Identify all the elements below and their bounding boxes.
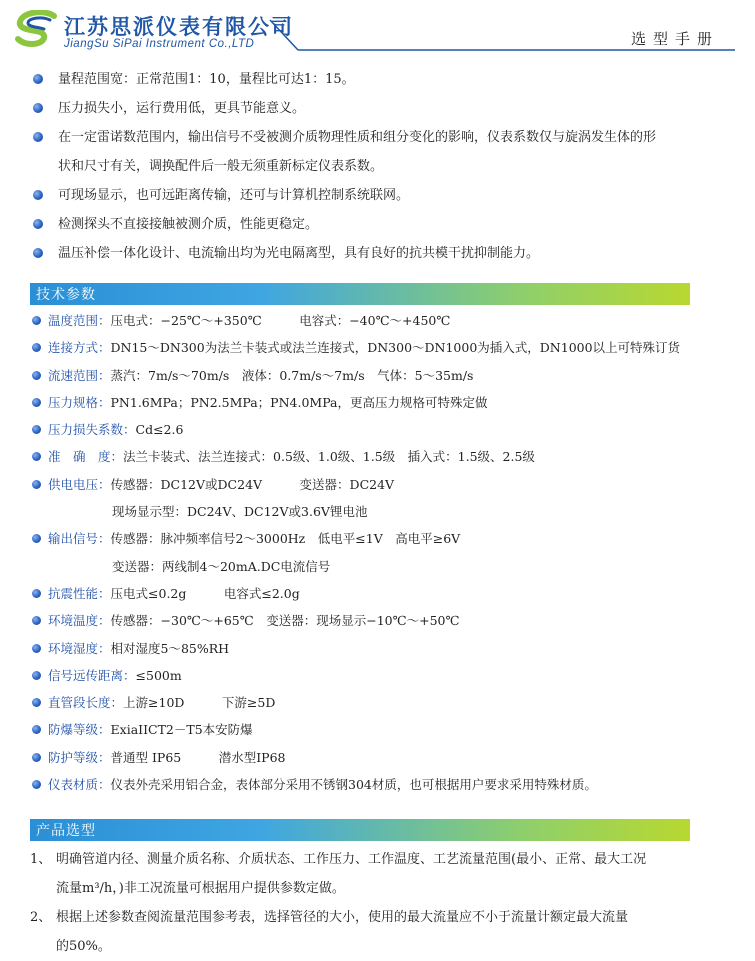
spec-row [30,771,730,798]
spec-value: 蒸汽：7m/s～70m/s 液体：0.7m/s～7m/s 气体：5～35m/s [110,367,474,383]
section-header-tech [30,283,690,305]
spec-value: 相对湿度5～85%RH [110,640,230,656]
spec-row [30,635,730,662]
spec-value: 普通型 IP65 潜水型IP68 [110,749,286,765]
spec-label: 抗震性能： [48,585,111,601]
spec-row [30,307,730,334]
item-text-continuation: 流量m³/h，)非工况流量可根据用户提供参数定做。 [56,881,345,896]
spec-row [30,334,730,361]
spec-row [30,362,730,389]
spec-row [30,744,730,771]
spec-row [30,716,730,743]
bullet-icon [32,753,41,762]
bullet-icon [32,616,41,625]
spec-label: 直管段长度： [48,695,124,711]
spec-value: 变送器：两线制4～20mA.DC电流信号 [112,558,331,574]
spec-row [30,607,730,634]
spec-row [30,580,730,607]
spec-list [30,307,730,798]
bullet-icon [32,671,41,680]
spec-value: 现场显示型：DC24V、DC12V或3.6V锂电池 [112,504,368,520]
bullet-icon [33,219,43,229]
spec-value: 压电式≤0.2g 电容式≤2.0g [110,585,300,601]
spec-label: 流速范围： [48,367,111,383]
bullet-icon [33,190,43,200]
spec-label: 温度范围： [48,313,111,328]
bullet-icon [32,589,41,598]
spec-value: DN15～DN300为法兰卡装式或法兰连接式，DN300～DN1000为插入式，DN1000以上可特殊订货 [110,340,681,356]
spec-label: 压力损失系数： [48,422,136,438]
spec-value: ExiaIICT2－T5本安防爆 [110,722,253,738]
bullet-icon [33,248,43,258]
feature-list [30,65,725,268]
selection-list [30,845,725,961]
spec-label: 环境湿度： [48,640,111,656]
item-text: 根据上述参数查阅流量范围参考表，选择管径的大小，使用的最大流量应不小于流量计额定最大流量 [56,910,629,925]
spec-label: 仪表材质： [48,777,111,793]
item-number: 2、 [30,910,52,925]
spec-row [30,689,730,716]
bullet-icon [32,343,41,352]
spec-row [30,389,730,416]
bullet-icon [32,371,41,380]
spec-label: 输出信号： [48,531,111,547]
spec-label: 准 确 度： [48,449,124,465]
feature-item: 量程范围宽：正常范围1：10，量程比可达1：15。 [30,65,725,94]
bullet-icon [32,534,41,543]
document-title: 选型手册 [630,30,719,48]
page-header [0,0,755,60]
spec-label: 防爆等级： [48,722,111,738]
bullet-icon [32,644,41,653]
bullet-icon [32,316,41,325]
spec-value: 传感器：脉冲频率信号2～3000Hz 低电平≤1V 高电平≥6V [110,531,461,547]
spec-value: Cd≤2.6 [135,422,184,438]
bullet-icon [32,698,41,707]
spec-value: 上游≥10D 下游≥5D [123,695,276,711]
bullet-icon [32,780,41,789]
bullet-icon [33,132,43,142]
spec-label: 压力规格： [48,394,111,410]
item-text: 明确管道内径、测量介质名称、介质状态、工作压力、工作温度、工艺流量范围(最小、正常、最大工况 [56,852,647,867]
feature-item-continuation: 状和尺寸有关，调换配件后一般无须重新标定仪表系数。 [58,159,384,174]
spec-label: 环境温度： [48,613,111,629]
spec-row [30,662,730,689]
spec-label: 信号远传距离： [48,667,136,683]
spec-row-continuation [30,498,730,525]
bullet-icon [32,452,41,461]
bullet-icon [32,480,41,489]
section-header-selection [30,819,690,841]
spec-value: 法兰卡装式、法兰连接式：0.5级、1.0级、1.5级 插入式：1.5级、2.5级 [123,449,535,465]
selection-item [30,903,725,961]
feature-item: 在一定雷诺数范围内，输出信号不受被测介质物理性质和组分变化的影响，仪表系数仅与旋涡发生体的形 [30,123,725,152]
spec-row-continuation [30,553,730,580]
bullet-icon [32,425,41,434]
spec-row [30,416,730,443]
bullet-icon [32,398,41,407]
feature-item: 压力损失小，运行费用低，更具节能意义。 [30,94,725,123]
feature-item: 可现场显示，也可远距离传输，还可与计算机控制系统联网。 [30,181,725,210]
section-title: 产品选型 [36,823,96,839]
spec-label: 连接方式： [48,340,111,356]
spec-row [30,525,730,552]
feature-item: 温压补偿一体化设计、电流输出均为光电隔离型，具有良好的抗共模干扰抑制能力。 [30,239,725,268]
item-text-continuation: 的50%。 [56,939,111,954]
spec-value: PN1.6MPa；PN2.5MPa；PN4.0MPa，更高压力规格可特殊定做 [110,394,488,410]
spec-label: 防护等级： [48,749,111,765]
spec-value: ≤500m [135,667,182,683]
company-name-cn: 江苏思派仪表有限公司 [64,15,294,39]
spec-value: 传感器：−30℃～+65℃ 变送器：现场显示−10℃～+50℃ [110,613,460,629]
spec-value: 压电式：−25℃～+350℃ 电容式：−40℃～+450℃ [110,313,451,328]
spec-row [30,471,730,498]
company-name-en: JiangSu SiPai Instrument Co.,LTD [64,38,255,50]
spec-row [30,443,730,470]
feature-item: 检测探头不直接接触被测介质，性能更稳定。 [30,210,725,239]
selection-item [30,845,725,903]
item-number: 1、 [30,852,52,867]
spec-label: 供电电压： [48,476,111,492]
section-title: 技术参数 [36,287,96,303]
bullet-icon [33,103,43,113]
spec-value: 仪表外壳采用铝合金，表体部分采用不锈钢304材质，也可根据用户要求采用特殊材质。 [110,777,597,793]
spec-value: 传感器：DC12V或DC24V 变送器：DC24V [110,476,395,492]
bullet-icon [32,725,41,734]
bullet-icon [33,74,43,84]
